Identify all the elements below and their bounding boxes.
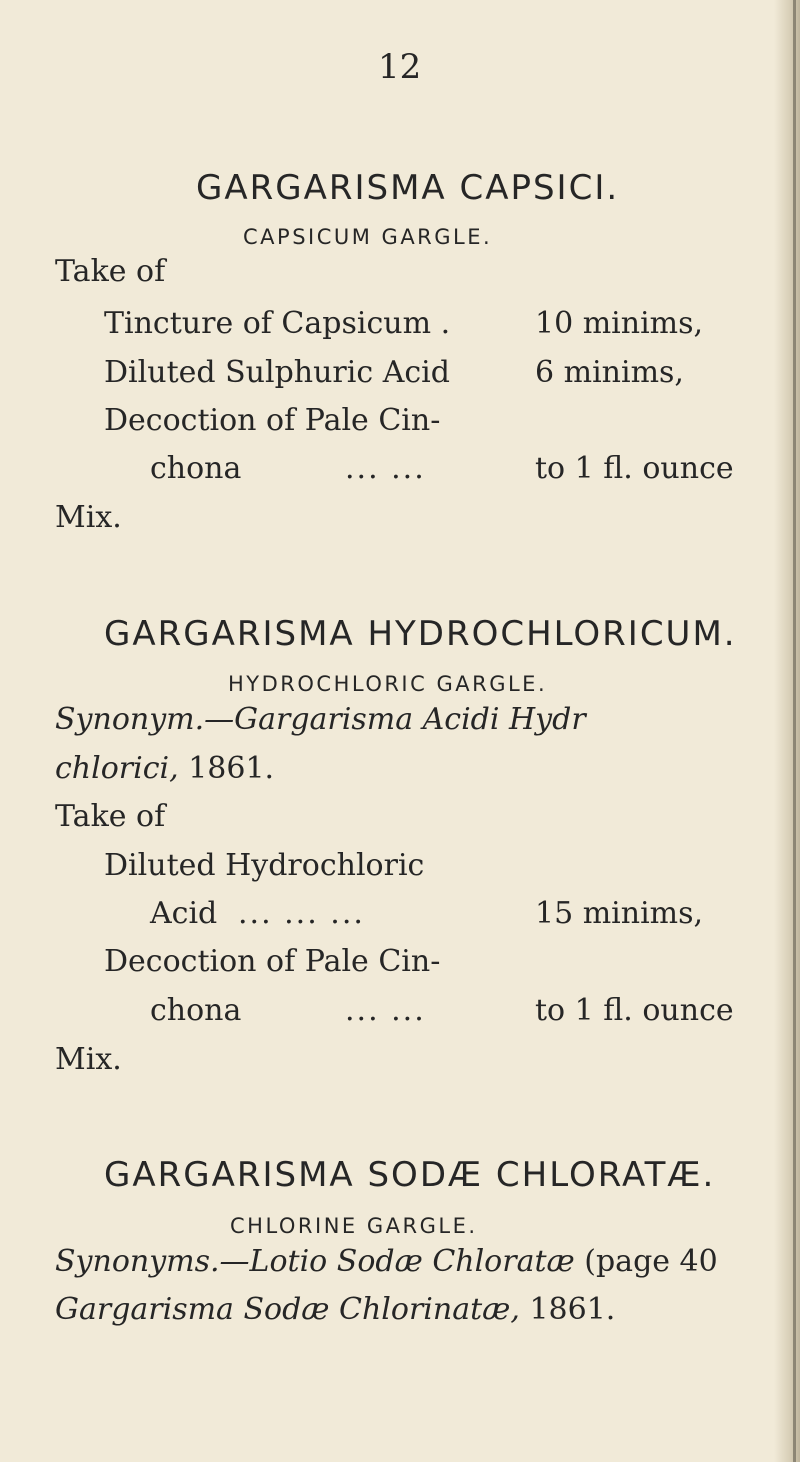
mix-label: Mix. bbox=[55, 1042, 122, 1077]
synonym-year: 1861. bbox=[178, 751, 275, 786]
ingredient-name-continuation: Acid bbox=[150, 896, 218, 931]
synonym-text-continuation: chlorici, bbox=[55, 751, 179, 786]
ingredient-name: Decoction of Pale Cin- bbox=[104, 944, 441, 979]
synonym-page-reference: (page 40 bbox=[574, 1244, 718, 1279]
synonym-text-continuation: Gargarisma Sodæ Chlorinatæ, bbox=[55, 1292, 520, 1327]
section-subheading-sodae-chloratae: CHLORINE GARGLE. bbox=[230, 1214, 478, 1238]
section-heading-hydrochloricum: GARGARISMA HYDROCHLORICUM. bbox=[104, 614, 737, 654]
section-subheading-hydrochloricum: HYDROCHLORIC GARGLE. bbox=[228, 672, 548, 696]
ingredient-name: Diluted Sulphuric Acid bbox=[104, 355, 450, 390]
ingredient-name-continuation: chona bbox=[150, 993, 242, 1028]
take-of-label: Take of bbox=[55, 799, 166, 834]
synonym-year: 1861. bbox=[519, 1292, 616, 1327]
mix-label: Mix. bbox=[55, 500, 122, 535]
ingredient-amount: 10 minims, bbox=[535, 306, 704, 341]
ingredient-amount: to 1 fl. ounce bbox=[535, 451, 734, 486]
page-edge-shadow bbox=[774, 0, 800, 1462]
synonym-text: Synonyms.—Lotio Sodæ Chloratæ bbox=[55, 1244, 575, 1279]
ingredient-name-continuation: chona bbox=[150, 451, 242, 486]
page-number: 12 bbox=[378, 47, 422, 87]
page-edge-line bbox=[793, 0, 796, 1462]
ingredient-amount: to 1 fl. ounce bbox=[535, 993, 734, 1028]
ingredient-amount: 15 minims, bbox=[535, 896, 704, 931]
leader-dots: ... ... bbox=[345, 451, 426, 486]
leader-dots: ... ... ... bbox=[238, 896, 365, 931]
synonym-text: Synonym.—Gargarisma Acidi Hydr bbox=[55, 702, 586, 737]
ingredient-amount: 6 minims, bbox=[535, 355, 684, 390]
take-of-label: Take of bbox=[55, 254, 166, 289]
section-heading-sodae-chloratae: GARGARISMA SODÆ CHLORATÆ. bbox=[104, 1155, 716, 1195]
ingredient-name: Tincture of Capsicum . bbox=[104, 306, 451, 341]
section-heading-capsici: GARGARISMA CAPSICI. bbox=[196, 168, 620, 208]
leader-dots: ... ... bbox=[345, 993, 426, 1028]
ingredient-name: Decoction of Pale Cin- bbox=[104, 403, 441, 438]
section-subheading-capsici: CAPSICUM GARGLE. bbox=[243, 225, 493, 249]
ingredient-name: Diluted Hydrochloric bbox=[104, 848, 425, 883]
